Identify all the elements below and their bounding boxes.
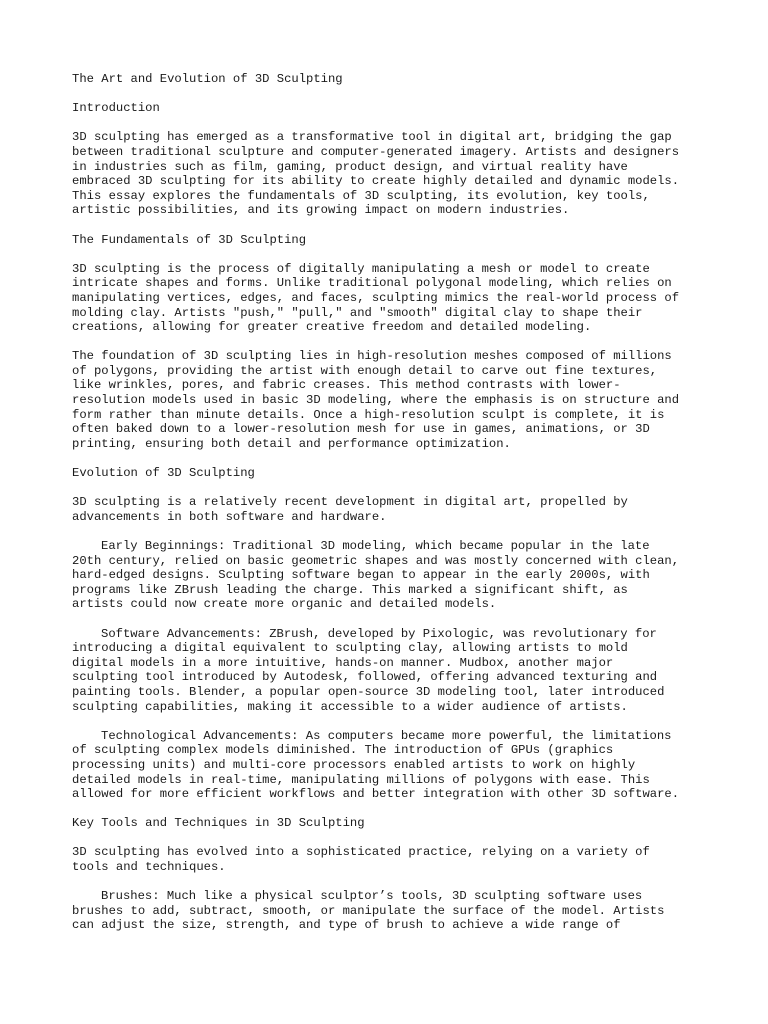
paragraph [72,845,702,874]
paragraph-line: form rather than minute details. Once a high-resolution sculpt is complete, it is [72,407,665,422]
document-title: The Art and Evolution of 3D Sculpting [72,72,343,86]
paragraph-line: intricate shapes and forms. Unlike traditional polygonal modeling, which relies on [72,276,672,291]
paragraph-line: artists could now create more organic and detailed models. [72,597,497,612]
paragraph-line: 3D sculpting is a relatively recent development in digital art, propelled by [72,495,628,510]
document-page [72,72,702,948]
paragraph-line: in industries such as film, gaming, product design, and virtual reality have [72,159,628,174]
paragraph-line: advancements in both software and hardware. [72,509,387,524]
paragraph-line: processing units) and multi-core processors enabled artists to work on highly [72,757,636,772]
paragraph-line: creations, allowing for greater creative freedom and detailed modeling. [72,320,592,335]
paragraph [72,130,702,218]
paragraph [72,349,702,451]
paragraph-line: often baked down to a lower-resolution mesh for use in games, animations, or 3D [72,422,650,437]
paragraph-line: molding clay. Artists "push," "pull," and "smooth" digital clay to shape their [72,305,643,320]
paragraph [72,889,702,933]
paragraph-line: digital models in a more intuitive, hands-on manner. Mudbox, another major [72,655,614,670]
paragraph-line: 20th century, relied on basic geometric shapes and was mostly concerned with clean, [72,553,680,568]
paragraph-line: sculpting tool introduced by Autodesk, followed, offering advanced texturing and [72,670,658,685]
paragraph-line: detailed models in real-time, manipulating millions of polygons with ease. This [72,772,650,787]
paragraph-line: manipulating vertices, edges, and faces, sculpting mimics the real-world process of [72,290,680,305]
paragraph-line: embraced 3D sculpting for its ability to create highly detailed and dynamic models. [72,174,680,189]
paragraph-line: of sculpting complex models diminished. The introduction of GPUs (graphics [72,743,614,758]
paragraph-line: This essay explores the fundamentals of 3D sculpting, its evolution, key tools, [72,188,650,203]
paragraph-line: can adjust the size, strength, and type of brush to achieve a wide range of [72,918,621,933]
section-heading: Introduction [72,101,160,116]
paragraph-line: resolution models used in basic 3D modeling, where the emphasis is on structure and [72,393,680,408]
paragraph-line: Technological Advancements: As computers became more powerful, the limitations [101,728,672,743]
paragraph-line: programs like ZBrush leading the charge. This marked a significant shift, as [72,582,628,597]
paragraph-line: introducing a digital equivalent to sculpting clay, allowing artists to mold [72,641,628,656]
paragraph-line: hard-edged designs. Sculpting software began to appear in the early 2000s, with [72,568,650,583]
section-heading: The Fundamentals of 3D Sculpting [72,232,307,247]
document-body [72,101,702,933]
paragraph-line: 3D sculpting is the process of digitally manipulating a mesh or model to create [72,261,650,276]
paragraph-line: tools and techniques. [72,860,226,875]
paragraph-line: brushes to add, subtract, smooth, or manipulate the surface of the model. Artists [72,903,665,918]
paragraph-line: printing, ensuring both detail and performance optimization. [72,436,511,451]
paragraph-line: of polygons, providing the artist with enough detail to carve out fine textures, [72,363,658,378]
paragraph-line: 3D sculpting has emerged as a transformative tool in digital art, bridging the gap [72,130,672,145]
paragraph [72,495,702,524]
paragraph-line: like wrinkles, pores, and fabric creases. This method contrasts with lower- [72,378,621,393]
paragraph-line: painting tools. Blender, a popular open-source 3D modeling tool, later introduced [72,684,665,699]
section-heading: Evolution of 3D Sculpting [72,466,255,481]
paragraph-line: The foundation of 3D sculpting lies in high-resolution meshes composed of millions [72,349,672,364]
paragraph-line: 3D sculpting has evolved into a sophisticated practice, relying on a variety of [72,845,650,860]
paragraph-line: allowed for more efficient workflows and better integration with other 3D software. [72,787,680,802]
paragraph [72,539,702,612]
paragraph [72,627,702,715]
paragraph-line: Software Advancements: ZBrush, developed by Pixologic, was revolutionary for [101,626,657,641]
paragraph-line: Brushes: Much like a physical sculptor’s tools, 3D sculpting software uses [101,889,643,904]
paragraph-line: Early Beginnings: Traditional 3D modeling, which became popular in the late [101,539,650,553]
paragraph [72,262,702,335]
paragraph-line: sculpting capabilities, making it accessible to a wider audience of artists. [72,699,628,714]
paragraph-line: between traditional sculpture and computer-generated imagery. Artists and designers [72,144,680,159]
paragraph-line: artistic possibilities, and its growing impact on modern industries. [72,203,570,218]
section-heading: Key Tools and Techniques in 3D Sculpting [72,816,365,831]
paragraph [72,729,702,802]
